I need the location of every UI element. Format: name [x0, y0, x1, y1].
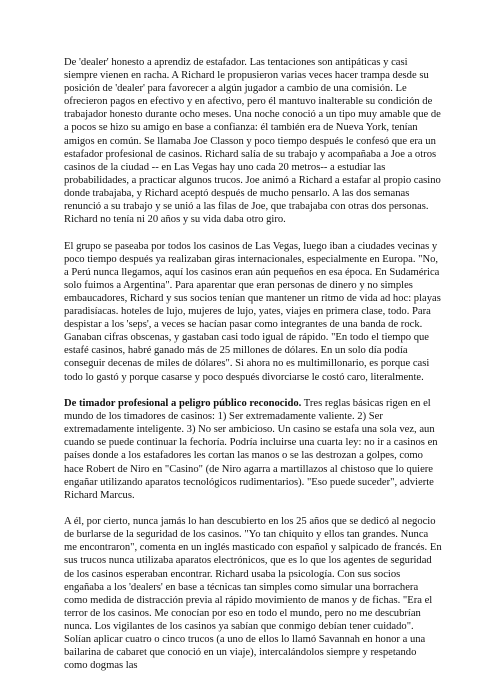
paragraph-professional-scammer — [64, 397, 442, 502]
paragraph-casino-tours — [64, 240, 442, 384]
paragraph-dealer-to-scammer — [64, 56, 442, 226]
paragraph-text: A él, por cierto, nunca jamás lo han descubierto en los 25 años que se dedicó al negocio de burlarse de la seguridad de los casinos. "Yo tan chiquito y ellos tan grandes. Nunca me encontraron", comenta en un inglés masticado con español y salpicado de francés. En sus trucos nunca utilizaba aparatos electrónicos, que es lo que los agentes de seguridad de los casinos esperaban encontrar. Richard usaba la psicología. Con sus socios engañaba a los 'dealers' en base a técnicas tan simples como simular una borrachera como medida de distracción previa al rápido movimiento de manos y de fichas. "Era el terror de los casinos. Me conocían por eso en todo el mundo, pero no me descubrían nunca. Los vigilantes de los casinos ya sabían que conmigo debían tener cuidado". Solían aplicar cuatro o cinco trucos (a uno de ellos lo llamó Savannah en honor a una bailarina de cabaret que conoció en un viaje), intercalándolos siempre y respetando como dogmas las — [64, 516, 442, 672]
article-body — [64, 56, 442, 686]
paragraph-text: De 'dealer' honesto a aprendiz de estafador. Las tentaciones son antipáticas y casi siempre vienen en racha. A Richard le propusieron varias veces hacer trampa desde su posición de 'dealer' para favorecer a algún jugador a cambio de una comisión. Le ofrecieron pagos en efectivo y en afectivo, pero él mantuvo inalterable su condición de trabajador honesto durante ocho meses. Una noche conoció a un tipo muy amable que de a pocos se hizo su amigo en base a confianza: él también era de Nueva York, tenían amigos en común. Se llamaba Joe Classon y poco tiempo después le confesó que era un estafador profesional de casinos. Richard salía de su trabajo y acompañaba a Joe a otros casinos de la ciudad -- en Las Vegas hay uno cada 20 metros-- a estudiar las probabilidades, a practicar algunos trucos. Joe animó a Richard a estafar al propio casino donde trabajaba, y Richard aceptó después de mucho pensarlo. A las dos semanas renunció a su trabajo y se unió a las filas de Joe, que trabajaba con otras dos personas. Richard no tenía ni 20 años y su vida daba otro giro. — [64, 57, 441, 226]
paragraph-heading: De timador profesional a peligro público reconocido. — [64, 398, 302, 410]
paragraph-text: El grupo se paseaba por todos los casinos de Las Vegas, luego iban a ciudades vecinas y poco tiempo después ya realizaban giras internacionales, especialmente en Europa. "No, a Perú nunca llegamos, aquí los casinos eran aún pequeños en esa época. En Sudamérica solo fuimos a Argentina". Para aparentar que eran personas de dinero y no simples embaucadores, Richard y sus socios tenían que mantener un ritmo de vida ad hoc: playas paradisíacas. hoteles de lujo, mujeres de lujo, yates, viajes en primera clase, todo. Para despistar a los 'seps', a veces se hacían pasar como integrantes de una banda de rock. Ganaban cifras obscenas, y gastaban casi todo igual de rápido. "En todo el tiempo que estafé casinos, habré ganado más de 25 millones de dólares. En un solo día podía conseguir decenas de miles de dólares". Si ahora no es multimillonario, es porque casi todo lo gastó y porque casarse y poco después divorciarse le costó caro, literalmente. — [64, 240, 441, 383]
paragraph-never-caught — [64, 515, 442, 672]
paragraph-text: Tres reglas básicas rigen en el mundo de los timadores de casinos: 1) Ser extremadamente valiente. 2) Ser extremadamente inteligente. 3) No ser ambicioso. Un casino se estafa una sola vez, aun cuando se puede continuar la fechoría. Podría incluirse una cuarta ley: no ir a casinos en países donde a los estafadores les cortan las manos o se las destrozan a golpes, como hace Robert de Niro en "Casino" (de Niro agarra a martillazos al chistoso que lo quiere engañar utilizando aparatos tecnológicos rudimentarios). "Eso puede suceder", advierte Richard Marcus. — [64, 398, 438, 501]
